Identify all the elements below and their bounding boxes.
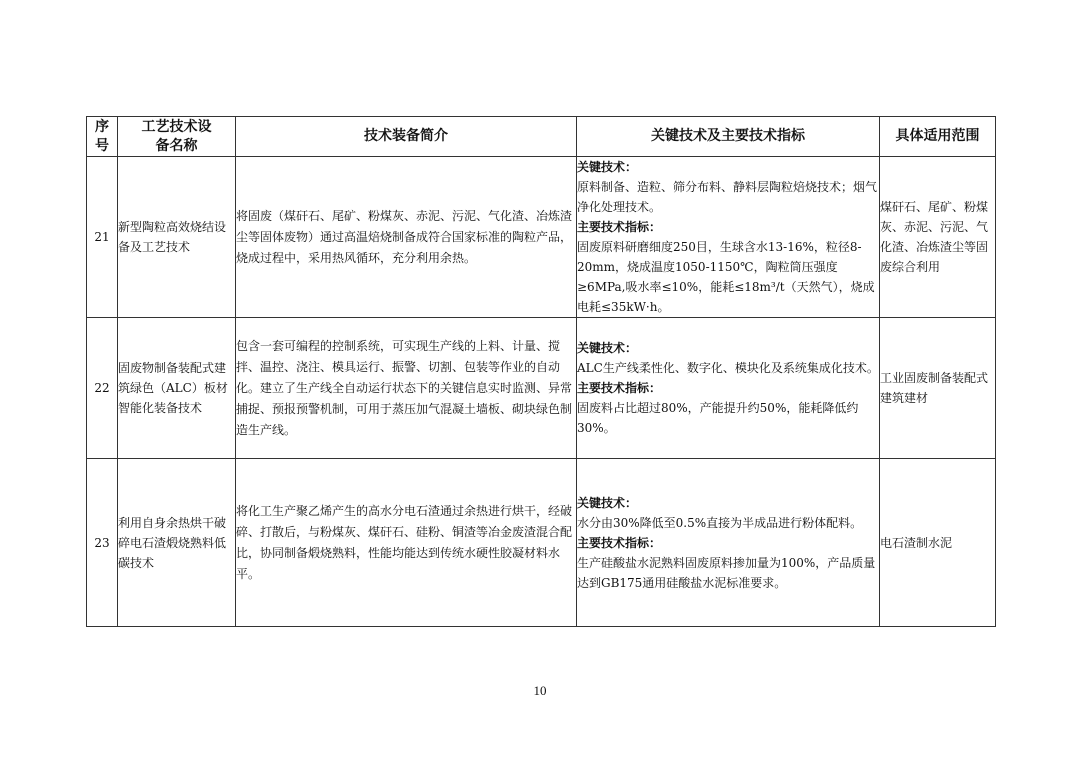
key-tech-label: 关键技术：	[577, 495, 638, 510]
header-seq: 序号	[87, 117, 118, 157]
tech-name: 固废物制备装配式建筑绿色（ALC）板材智能化装备技术	[118, 318, 236, 459]
tech-intro: 包含一套可编程的控制系统，可实现生产线的上料、计量、搅拌、温控、浇注、模具运行、振警、切割、包装等作业的自动化。建立了生产线全自动运行状态下的关键信息实时监测、异常捕捉、预报预警机制，可用于蒸压加气混凝土墙板、砌块绿色制造生产线。	[236, 318, 577, 459]
tech-name: 新型陶粒高效烧结设备及工艺技术	[118, 157, 236, 318]
key-tech-cell	[577, 459, 880, 627]
page-number: 10	[533, 683, 547, 698]
header-scope: 具体适用范围	[880, 117, 996, 157]
header-name: 工艺技术设备名称	[118, 117, 236, 157]
header-key: 关键技术及主要技术指标	[577, 117, 880, 157]
row-number: 23	[87, 459, 118, 627]
tech-catalog-table	[86, 116, 996, 627]
header-row	[87, 117, 996, 157]
index-label: 主要技术指标：	[577, 535, 662, 550]
key-tech-cell	[577, 318, 880, 459]
tech-intro: 将固废（煤矸石、尾矿、粉煤灰、赤泥、污泥、气化渣、冶炼渣尘等固体废物）通过高温焙烧制备成符合国家标准的陶粒产品，烧成过程中，采用热风循环，充分利用余热。	[236, 157, 577, 318]
application-scope: 工业固废制备装配式建筑建材	[880, 318, 996, 459]
tech-name: 利用自身余热烘干破碎电石渣煅烧熟料低碳技术	[118, 459, 236, 627]
key-tech-label: 关键技术：	[577, 160, 638, 174]
index-text: 生产硅酸盐水泥熟料固废原料掺加量为100%，产品质量达到GB175通用硅酸盐水泥标准要求。	[577, 555, 876, 590]
index-text: 固废料占比超过80%，产能提升约50%，能耗降低约30%。	[577, 401, 859, 435]
key-tech-text: 水分由30%降低至0.5%直接为半成品进行粉体配料。	[577, 515, 863, 530]
index-label: 主要技术指标：	[577, 220, 662, 234]
key-tech-text: 原料制备、造粒、筛分布料、静料层陶粒焙烧技术；烟气净化处理技术。	[577, 180, 878, 214]
index-label: 主要技术指标：	[577, 381, 662, 395]
row-number: 22	[87, 318, 118, 459]
table-row	[87, 157, 996, 318]
row-number: 21	[87, 157, 118, 318]
header-intro: 技术装备简介	[236, 117, 577, 157]
application-scope: 电石渣制水泥	[880, 459, 996, 627]
key-tech-cell	[577, 157, 880, 318]
table-row	[87, 459, 996, 627]
key-tech-label: 关键技术：	[577, 341, 638, 355]
index-text: 固废原料研磨细度250目，生球含水13-16%，粒径8-20mm，烧成温度1050-1150℃，陶粒筒压强度≥6MPa,吸水率≤10%，能耗≤18m³/t（天然气），烧成电耗≤35kW·h。	[577, 240, 875, 314]
table-row	[87, 318, 996, 459]
key-tech-text: ALC生产线柔性化、数字化、模块化及系统集成化技术。	[577, 361, 879, 375]
tech-intro: 将化工生产聚乙烯产生的高水分电石渣通过余热进行烘干，经破碎、打散后，与粉煤灰、煤矸石、硅粉、铜渣等冶金废渣混合配比，协同制备煅烧熟料，性能均能达到传统水硬性胶凝材料水平。	[236, 459, 577, 627]
application-scope: 煤矸石、尾矿、粉煤灰、赤泥、污泥、气化渣、冶炼渣尘等固废综合利用	[880, 157, 996, 318]
